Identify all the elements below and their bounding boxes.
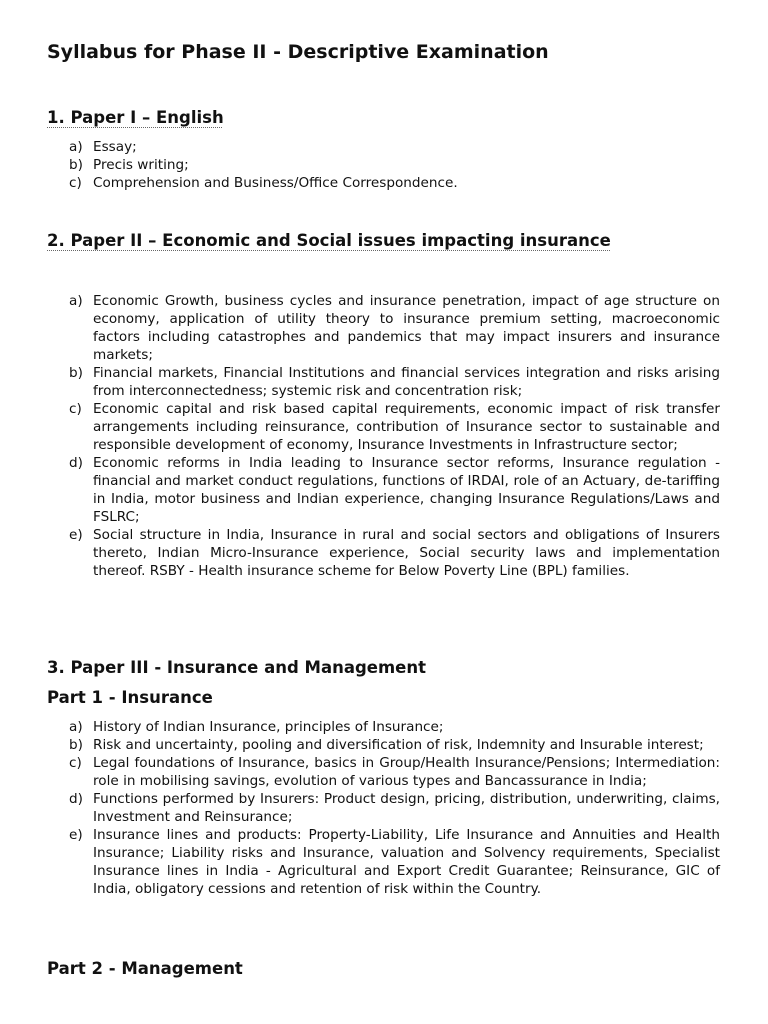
- part-1-heading: Part 1 - Insurance: [47, 688, 213, 707]
- paper-2-list: [47, 292, 720, 580]
- list-marker: d): [69, 455, 83, 471]
- list-text: Financial markets, Financial Institutions and financial services integration and risks arising from interconnectedness; systemic risk and concentration risk;: [93, 365, 720, 399]
- list-text: Precis writing;: [93, 157, 189, 173]
- list-item: [47, 736, 720, 754]
- list-text: Legal foundations of Insurance, basics in Group/Health Insurance/Pensions; Intermediation: role in mobilising savings, evolution of various types and Bancassurance in India;: [93, 755, 720, 789]
- list-text: Social structure in India, Insurance in rural and social sectors and obligations of Insurers thereto, Indian Micro-Insurance experience, Social security laws and implementation thereof. RSBY - Health insurance scheme for Below Poverty Line (BPL) families.: [93, 527, 720, 579]
- section-heading-paper-3: 3. Paper III - Insurance and Management: [47, 658, 426, 677]
- list-item: [47, 826, 720, 898]
- list-item: [47, 156, 720, 174]
- paper-1-list: [47, 138, 720, 192]
- list-item: [47, 400, 720, 454]
- list-text: Economic Growth, business cycles and insurance penetration, impact of age structure on economy, application of utility theory to insurance premium setting, macroeconomic factors including catastrophes and pandemics that may impact insurers and insurance markets;: [93, 293, 720, 363]
- list-item: [47, 292, 720, 364]
- list-item: [47, 790, 720, 826]
- list-item: [47, 754, 720, 790]
- list-item: [47, 364, 720, 400]
- list-text: Essay;: [93, 139, 137, 155]
- list-item: [47, 454, 720, 526]
- list-text: Economic capital and risk based capital requirements, economic impact of risk transfer arrangements including reinsurance, contribution of Insurance sector to sustainable and responsible development of economy, Insurance Investments in Infrastructure sector;: [93, 401, 720, 453]
- part-2-heading: Part 2 - Management: [47, 959, 243, 978]
- list-item: [47, 718, 720, 736]
- list-marker: c): [69, 755, 82, 771]
- list-item: [47, 174, 720, 192]
- list-text: Comprehension and Business/Office Correspondence.: [93, 175, 458, 191]
- list-marker: d): [69, 791, 83, 807]
- list-marker: a): [69, 139, 83, 155]
- list-text: Risk and uncertainty, pooling and diversification of risk, Indemnity and Insurable interest;: [93, 737, 704, 753]
- section-heading-paper-2: 2. Paper II – Economic and Social issues impacting insurance: [47, 231, 611, 250]
- section-heading-paper-1: 1. Paper I – English: [47, 108, 224, 127]
- list-text: Insurance lines and products: Property-Liability, Life Insurance and Annuities and Health Insurance; Liability risks and Insurance, valuation and Solvency requirements, Specialist Insurance lines in India - Agricultural and Export Credit Guarantee; Reinsurance, GIC of India, obligatory cessions and retention of risk within the Country.: [93, 827, 720, 897]
- list-text: Functions performed by Insurers: Product design, pricing, distribution, underwriting, claims, Investment and Reinsurance;: [93, 791, 720, 825]
- list-marker: b): [69, 365, 83, 381]
- page-title: Syllabus for Phase II - Descriptive Examination: [47, 41, 549, 63]
- list-marker: b): [69, 737, 83, 753]
- paper-3-part-1-list: [47, 718, 720, 898]
- list-marker: c): [69, 175, 82, 191]
- list-marker: a): [69, 719, 83, 735]
- list-text: Economic reforms in India leading to Insurance sector reforms, Insurance regulation - financial and market conduct regulations, functions of IRDAI, role of an Actuary, de-tariffing in India, motor business and Indian experience, changing Insurance Regulations/Laws and FSLRC;: [93, 455, 720, 525]
- list-text: History of Indian Insurance, principles of Insurance;: [93, 719, 444, 735]
- list-marker: e): [69, 527, 83, 543]
- list-item: [47, 526, 720, 580]
- list-marker: a): [69, 293, 83, 309]
- list-item: [47, 138, 720, 156]
- list-marker: b): [69, 157, 83, 173]
- list-marker: e): [69, 827, 83, 843]
- list-marker: c): [69, 401, 82, 417]
